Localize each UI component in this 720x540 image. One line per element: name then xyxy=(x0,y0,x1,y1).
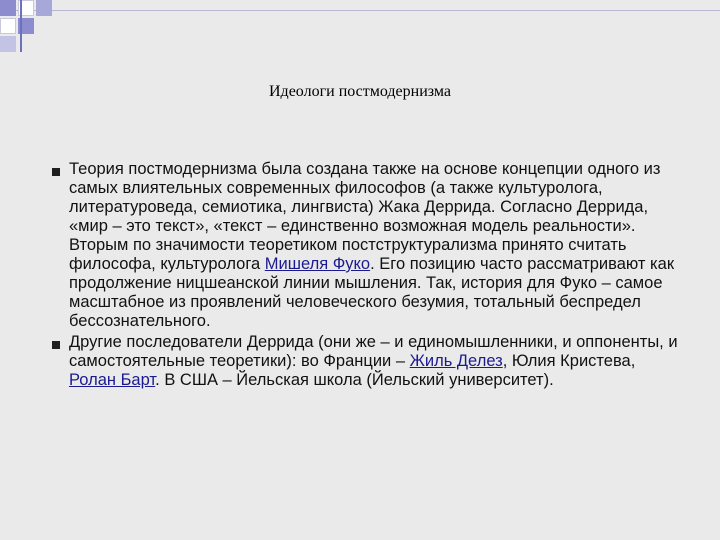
bullet-item xyxy=(55,160,685,331)
decor-square xyxy=(0,0,16,16)
square-bullet-icon xyxy=(52,168,60,176)
bullet-list xyxy=(55,160,685,392)
text-segment: Другие последователи Деррида (они же – и единомышленники, и оппоненты, и самостоятельные теоретики): во Франции – xyxy=(69,333,678,370)
bullet-item xyxy=(55,333,685,390)
square-bullet-icon xyxy=(52,341,60,349)
link-gilles-deleuze[interactable]: Жиль Делез xyxy=(409,352,503,370)
link-michel-foucault[interactable]: Мишеля Фуко xyxy=(264,255,371,273)
link-roland-barthes[interactable]: Ролан Барт xyxy=(69,371,156,389)
top-rule-line xyxy=(0,10,720,11)
decor-vertical-line xyxy=(20,0,22,52)
decor-square xyxy=(0,36,16,52)
decor-square xyxy=(0,18,16,34)
bullet-text xyxy=(69,333,685,390)
text-segment: . В США – Йельская школа (Йельский университет). xyxy=(155,371,554,389)
bullet-text xyxy=(69,160,685,331)
text-segment: . Его позицию часто рассматривают как продолжение ницшеанской линии мышления. Так, история для Фуко – самое масштабное из проявлений человеческого безумия, тотальный беспредел бессознательного. xyxy=(69,255,675,330)
decor-square xyxy=(36,0,52,16)
text-segment: Теория постмодернизма была создана также на основе концепции одного из самых влиятельных современных философов (а также культуролога, литературоведа, семиотика, лингвиста) Жака Деррида. Согласно Деррида, «мир – это текст», «текст – единственно возможная модель реальности». Вторым по значимости теоретиком постструктурализма принято считать философа, культуролога xyxy=(69,160,661,273)
slide-title: Идеологи постмодернизма xyxy=(269,83,451,100)
text-segment: , Юлия Кристева, xyxy=(502,352,636,370)
